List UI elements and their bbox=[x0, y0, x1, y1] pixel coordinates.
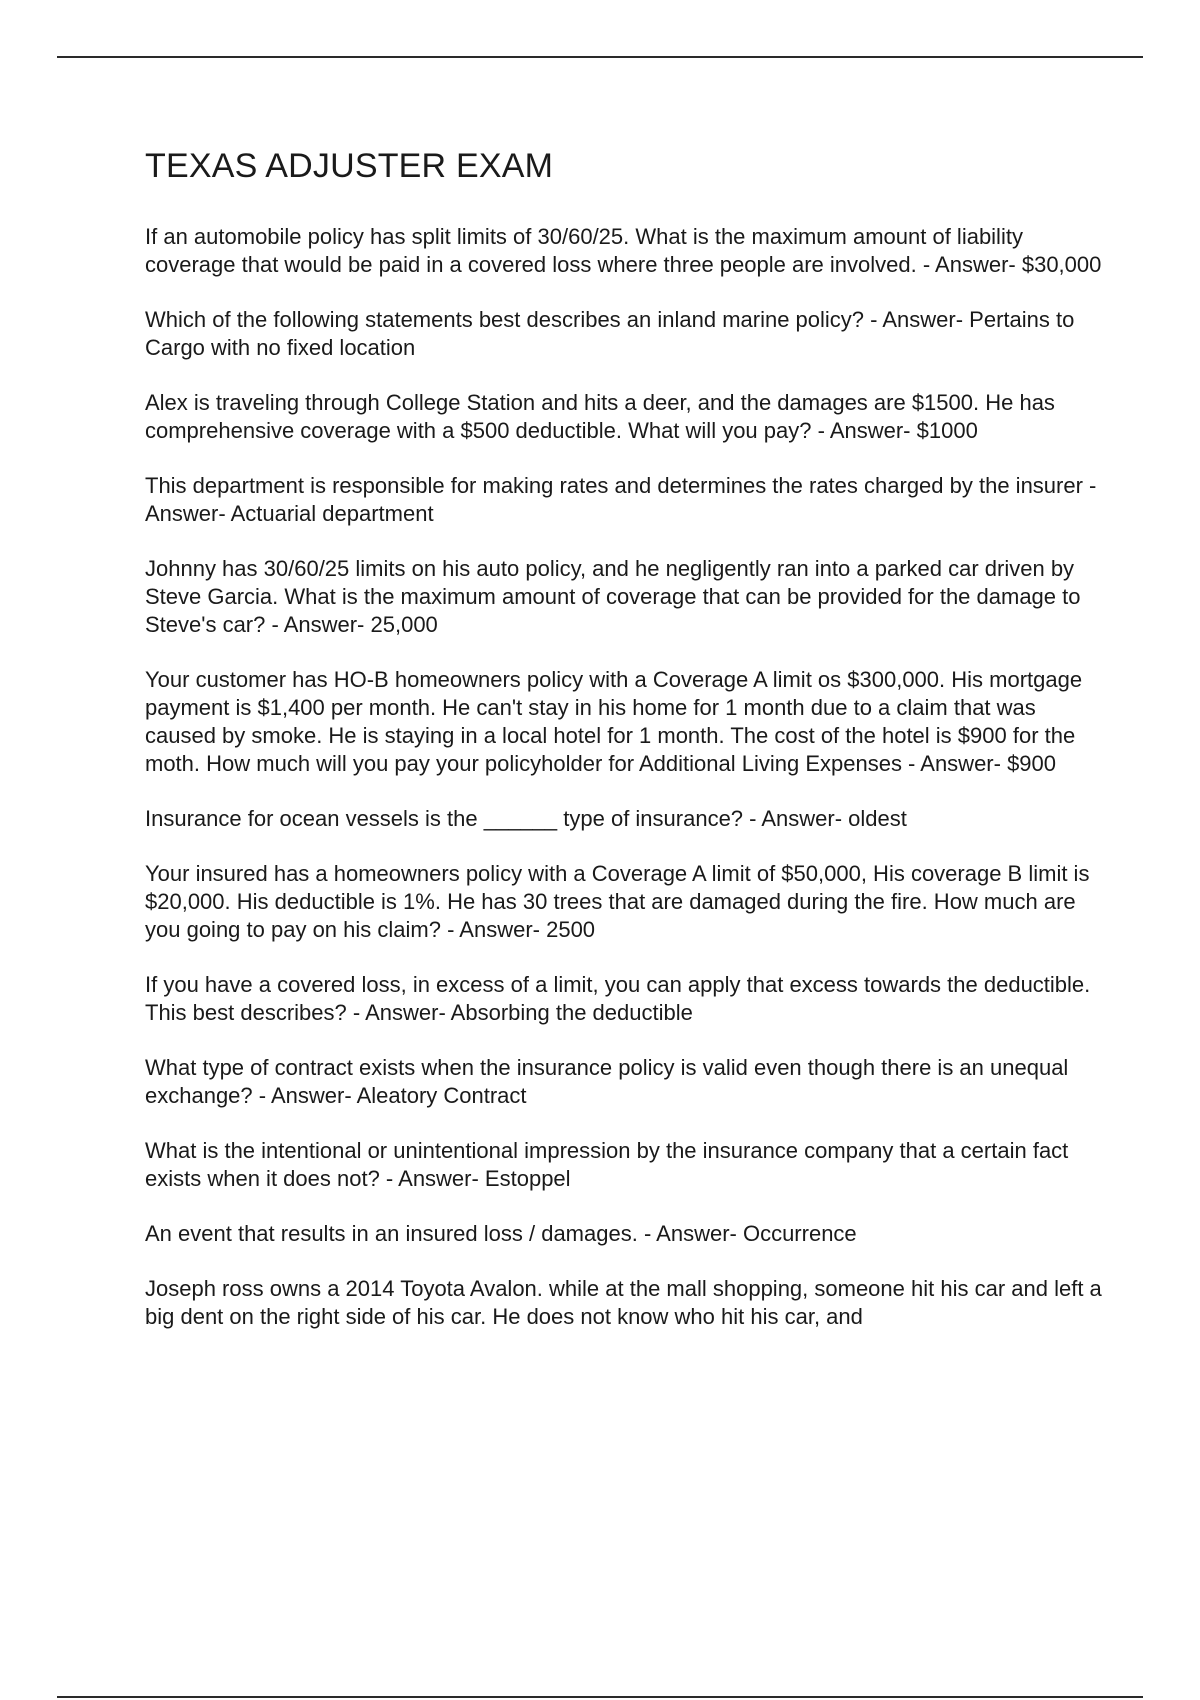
question-answer-item: Your customer has HO-B homeowners policy with a Coverage A limit os $300,000. His mortgage payment is $1,400 per month. He can't stay in his home for 1 month due to a claim that was caused by smoke. He is staying in a local hotel for 1 month. The cost of the hotel is $900 for the moth. How much will you pay your policyholder for Additional Living Expenses - Answer- $900 bbox=[145, 667, 1083, 776]
question-answer-item: Joseph ross owns a 2014 Toyota Avalon. while at the mall shopping, someone hit his car and left a big dent on the right side of his car. He does not know who hit his car, and bbox=[145, 1276, 1102, 1329]
question-answer-item: What is the intentional or unintentional impression by the insurance company that a certain fact exists when it does not? - Answer- Estoppel bbox=[145, 1138, 1069, 1191]
document-body bbox=[145, 142, 1105, 1358]
question-answer-item: Your insured has a homeowners policy with a Coverage A limit of $50,000, His coverage B limit is $20,000. His deductible is 1%. He has 30 trees that are damaged during the fire. How much are you going to pay on his claim? - Answer- 2500 bbox=[145, 861, 1090, 942]
header-rule bbox=[57, 56, 1143, 58]
question-answer-item: Which of the following statements best describes an inland marine policy? - Answer- Pertains to Cargo with no fixed location bbox=[145, 307, 1075, 360]
footer-rule bbox=[57, 1696, 1143, 1698]
question-answer-item: Insurance for ocean vessels is the ______ type of insurance? - Answer- oldest bbox=[145, 806, 907, 831]
question-answer-item: Alex is traveling through College Station and hits a deer, and the damages are $1500. He has comprehensive coverage with a $500 deductible. What will you pay? - Answer- $1000 bbox=[145, 390, 1055, 443]
question-answer-item: If you have a covered loss, in excess of a limit, you can apply that excess towards the deductible. This best describes? - Answer- Absorbing the deductible bbox=[145, 972, 1091, 1025]
question-answer-item: Johnny has 30/60/25 limits on his auto policy, and he negligently ran into a parked car driven by Steve Garcia. What is the maximum amount of coverage that can be provided for the damage to Steve's car? - Answer- 25,000 bbox=[145, 556, 1081, 637]
question-answer-item: An event that results in an insured loss / damages. - Answer- Occurrence bbox=[145, 1221, 857, 1246]
page-title: TEXAS ADJUSTER EXAM bbox=[145, 147, 554, 185]
question-answer-item: If an automobile policy has split limits of 30/60/25. What is the maximum amount of liability coverage that would be paid in a covered loss where three people are involved. - Answer- $30,000 bbox=[145, 224, 1102, 277]
question-answer-item: This department is responsible for making rates and determines the rates charged by the insurer - Answer- Actuarial department bbox=[145, 473, 1097, 526]
question-answer-item: What type of contract exists when the insurance policy is valid even though there is an unequal exchange? - Answer- Aleatory Contract bbox=[145, 1055, 1069, 1108]
